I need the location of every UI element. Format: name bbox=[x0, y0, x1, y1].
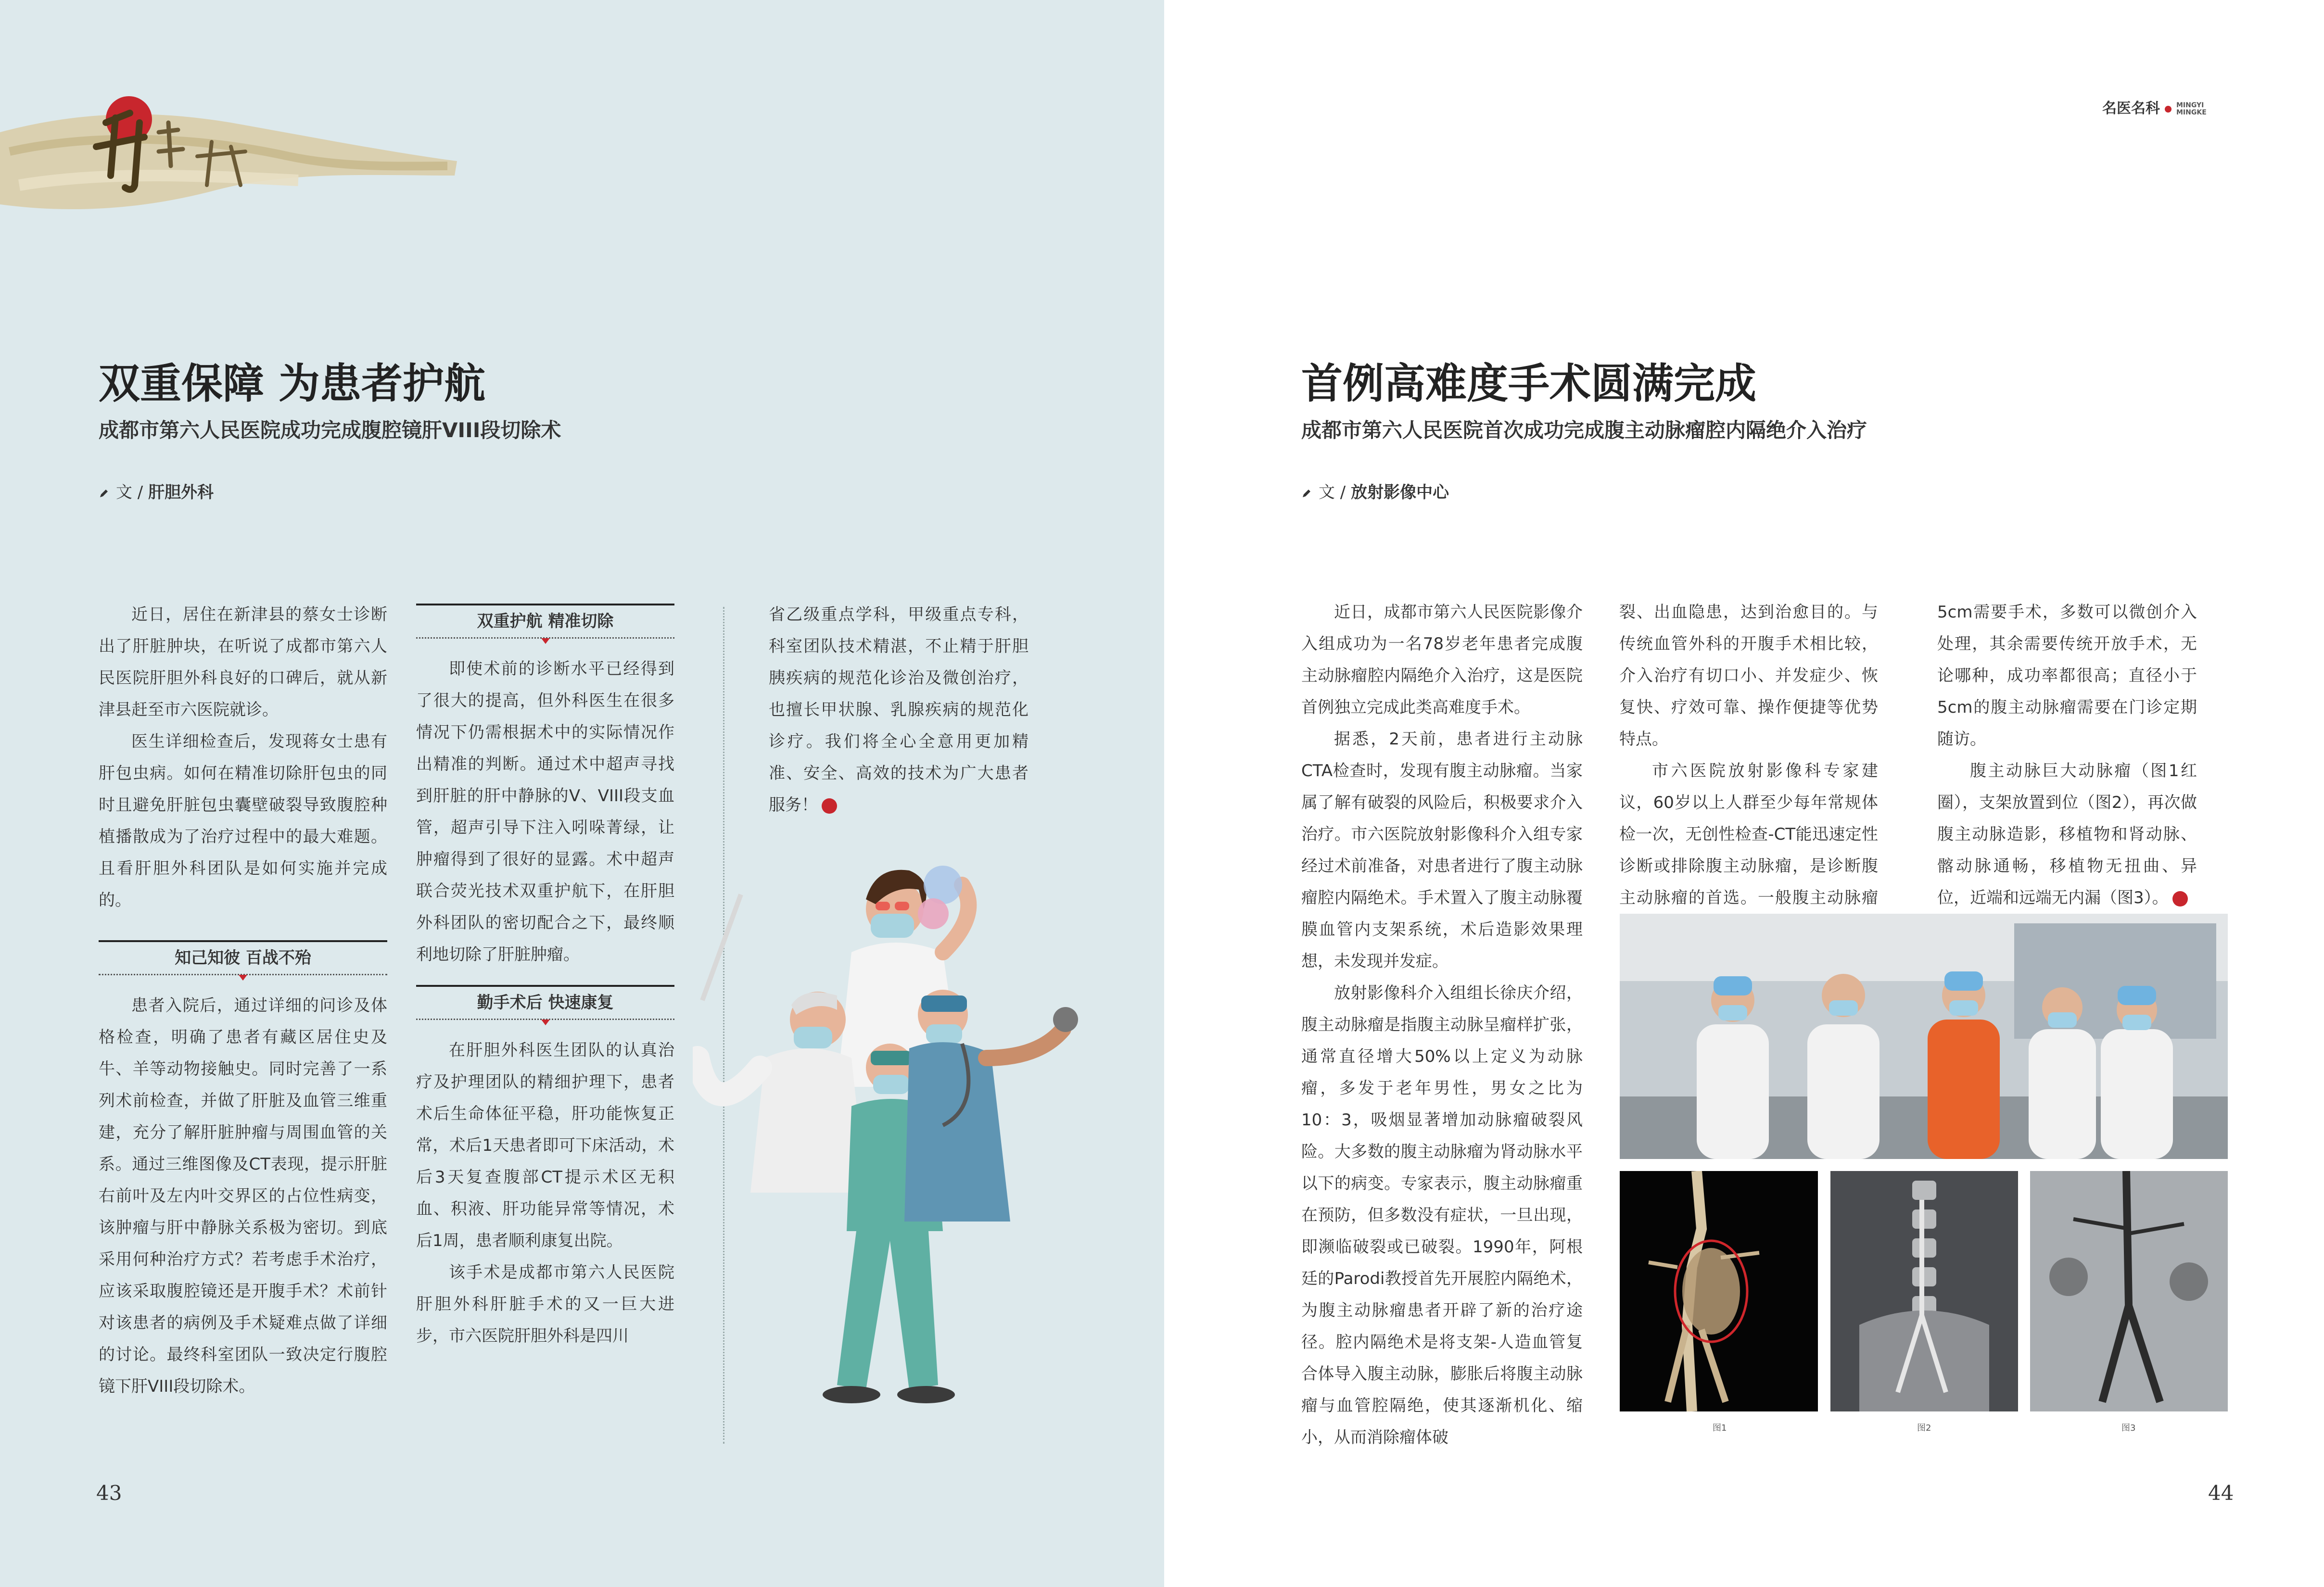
right-column-3 bbox=[1937, 596, 2197, 914]
end-mark-icon bbox=[2172, 891, 2188, 907]
figure-3-caption: 图3 bbox=[2121, 1423, 2136, 1433]
paragraph: 即使术前的诊断水平已经得到了很大的提高，但外科医生在很多情况下仍需根据术中的实际情况作出精准的判断。通过术中超声寻找到肝脏的肝中静脉的V、VIII段支血管，超声引导下注入吲哚菁绿，让肿瘤得到了很好的显露。术中超声联合荧光技术双重护航下，在肝胆外科团队的密切配合之下，最终顺利地切除了肝脏肿瘤。 bbox=[416, 659, 674, 964]
right-page bbox=[1164, 0, 2324, 1587]
byline: 文 / 肝胆外科 bbox=[99, 479, 214, 503]
figure-1-caption: 图1 bbox=[1713, 1423, 1727, 1433]
pen-icon bbox=[99, 488, 109, 499]
triangle-marker-icon bbox=[541, 1020, 550, 1025]
triangle-marker-icon bbox=[239, 975, 247, 981]
byline-author: 肝胆外科 bbox=[148, 483, 214, 502]
paragraph: 近日，居住在新津县的蔡女士诊断出了肝脏肿块，在听说了成都市第六人民医院肝胆外科良好的口碑后，就从新津县赶至市六医院就诊。 bbox=[99, 605, 387, 719]
article-title: 首例高难度手术圆满完成 bbox=[1301, 359, 1756, 408]
paragraph: 裂、出血隐患，达到治愈目的。与传统血管外科的开腹手术相比较，介入治疗有切口小、并发症少、恢复快、疗效可靠、操作便捷等优势特点。 bbox=[1619, 603, 1878, 749]
page-number: 43 bbox=[96, 1481, 122, 1505]
figure-3-angiography-image bbox=[2030, 1171, 2228, 1411]
paragraph: 该手术是成都市第六人民医院肝胆外科肝脏手术的又一巨大进步，市六医院肝胆外科是四川 bbox=[416, 1263, 674, 1346]
team-photo-graphic bbox=[1620, 914, 2228, 1159]
byline-prefix: 文 bbox=[1319, 483, 1335, 502]
byline: 文 / 放射影像中心 bbox=[1301, 479, 1449, 503]
paragraph: 据悉，2天前，患者进行主动脉CTA检查时，发现有腹主动脉瘤。当家属了解有破裂的风险后，积极要求介入治疗。市六医院放射影像科介入组专家经过术前准备，对患者进行了腹主动脉瘤腔内隔绝术。手术置入了腹主动脉覆膜血管内支架系统，术后造影效果理想，未发现并发症。 bbox=[1301, 730, 1583, 971]
byline-author: 放射影像中心 bbox=[1351, 483, 1449, 502]
calligraphy-logo-icon bbox=[87, 103, 269, 195]
brand-en-line1: MINGYI bbox=[2176, 101, 2204, 109]
page-number: 44 bbox=[2208, 1481, 2234, 1505]
end-mark-icon bbox=[822, 798, 837, 814]
paragraph: 患者入院后，通过详细的问诊及体格检查，明确了患者有藏区居住史及牛、羊等动物接触史。同时完善了一系列术前检查，并做了肝脏及血管三维重建，充分了解肝脏肿瘤与周围血管的关系。通过三维图像及CT表现，提示肝脏右前叶及左内叶交界区的占位性病变，该肿瘤与肝中静脉关系极为密切。到底采用何种治疗方式？若考虑手术治疗，应该采取腹腔镜还是开腹手术？术前针对该患者的病例及手术疑难点做了详细的讨论。最终科室团队一致决定行腹腔镜下肝VIII段切除术。 bbox=[99, 996, 387, 1396]
team-photo bbox=[1620, 914, 2228, 1159]
paragraph: 近日，成都市第六人民医院影像介入组成功为一名78岁老年患者完成腹主动脉瘤腔内隔绝介入治疗，这是医院首例独立完成此类高难度手术。 bbox=[1301, 603, 1583, 717]
paragraph: 腹主动脉巨大动脉瘤（图1红圈），支架放置到位（图2），再次做腹主动脉造影，移植物和肾动脉、髂动脉通畅，移植物无扭曲、异位，近端和远端无内漏（图3）。 bbox=[1937, 761, 2197, 907]
paragraph: 5cm需要手术，多数可以微创介入处理，其余需要传统开放手术，无论哪种，成功率都很高；直径小于5cm的腹主动脉瘤需要在门诊定期随访。 bbox=[1937, 603, 2197, 749]
paragraph: 市六医院放射影像科专家建议，60岁以上人群至少每年常规体检一次，无创性检查-CT能迅速定性诊断或排除腹主动脉瘤，是诊断腹主动脉瘤的首选。一般腹主动脉瘤 bbox=[1619, 761, 1878, 907]
left-column-2 bbox=[416, 604, 674, 1352]
section-heading: 知己知彼 百战不殆 bbox=[99, 940, 387, 975]
figure-2-xray-image bbox=[1830, 1171, 2018, 1411]
brand-dot-icon bbox=[2165, 106, 2172, 113]
byline-prefix: 文 bbox=[116, 483, 132, 502]
right-column-1 bbox=[1301, 596, 1583, 1453]
figure-2-caption: 图2 bbox=[1917, 1423, 1931, 1433]
left-column-3 bbox=[769, 599, 1029, 821]
left-column-1 bbox=[99, 599, 387, 1402]
paragraph: 在肝胆外科医生团队的认真治疗及护理团队的精细护理下，患者术后生命体征平稳，肝功能恢复正常，术后1天患者即可下床活动，术后3天复查腹部CT提示术区无积血、积液、肝功能异常等情况，术后1周，患者顺利康复出院。 bbox=[416, 1041, 674, 1250]
paragraph: 省乙级重点学科，甲级重点专科，科室团队技术精湛，不止精于肝胆胰疾病的规范化诊治及微创治疗，也擅长甲状腺、乳腺疾病的规范化诊疗。我们将全心全意用更加精准、安全、高效的技术为广大患者服务！ bbox=[769, 605, 1029, 815]
article-title: 双重保障 为患者护航 bbox=[99, 359, 485, 408]
paragraph: 医生详细检查后，发现蒋女士患有肝包虫病。如何在精准切除肝包虫的同时且避免肝脏包虫囊壁破裂导致腹腔种植播散成为了治疗过程中的最大难题。且看肝胆外科团队是如何实施并完成的。 bbox=[99, 732, 387, 910]
section-brand bbox=[2102, 96, 2229, 117]
section-heading: 勤手术后 快速康复 bbox=[416, 985, 674, 1020]
pen-icon bbox=[1301, 488, 1312, 499]
paragraph: 放射影像科介入组组长徐庆介绍，腹主动脉瘤是指腹主动脉呈瘤样扩张，通常直径增大50%以上定义为动脉瘤，多发于老年男性，男女之比为10：3，吸烟显著增加动脉瘤破裂风险。大多数的腹主动脉瘤为肾动脉水平以下的病变。专家表示，腹主动脉瘤重在预防，但多数没有症状，一旦出现，即濒临破裂或已破裂。1990年，阿根廷的Parodi教授首先开展腔内隔绝术，为腹主动脉瘤患者开辟了新的治疗途径。腔内隔绝术是将支架-人造血管复合体导入腹主动脉，膨胀后将腹主动脉瘤与血管腔隔绝，使其逐渐机化、缩小，从而消除瘤体破 bbox=[1301, 983, 1583, 1447]
article-subtitle: 成都市第六人民医院首次成功完成腹主动脉瘤腔内隔绝介入治疗 bbox=[1301, 418, 1867, 442]
section-heading: 双重护航 精准切除 bbox=[416, 604, 674, 639]
article-subtitle: 成都市第六人民医院成功完成腹腔镜肝VIII段切除术 bbox=[99, 418, 561, 442]
medical-team-illustration bbox=[693, 856, 1092, 1419]
figure-1-ct-image bbox=[1620, 1171, 1818, 1411]
triangle-marker-icon bbox=[541, 638, 550, 644]
right-column-2 bbox=[1619, 596, 1878, 945]
brand-en-line2: MINGKE bbox=[2176, 108, 2207, 116]
brand-title: 名医名科 bbox=[2102, 100, 2160, 117]
